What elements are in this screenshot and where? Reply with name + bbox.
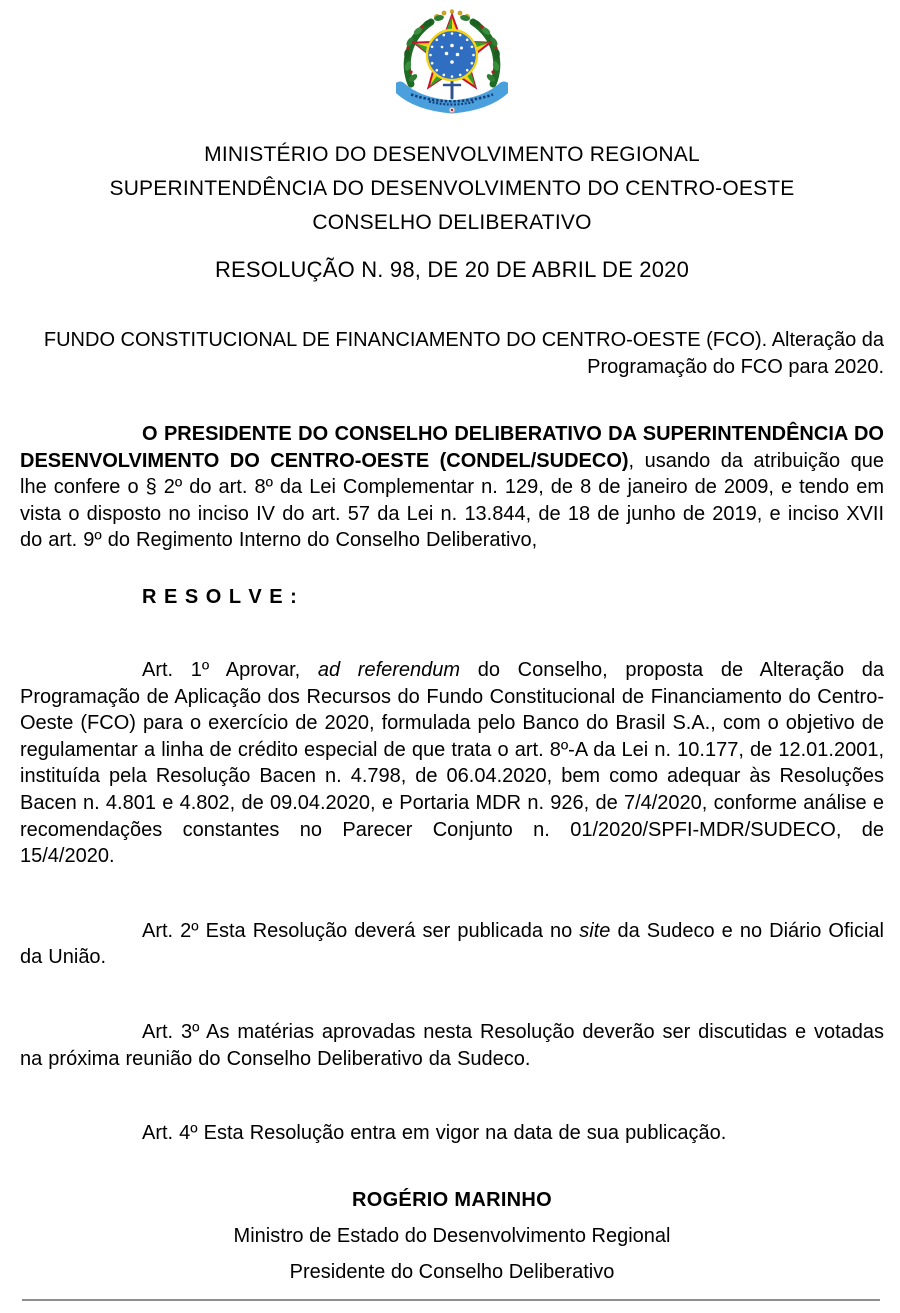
article-3-text: Art. 3º As matérias aprovadas nesta Resolução deverão ser discutidas e votadas na próxima reunião do Conselho Deliberativo da Sudeco. [20, 1020, 884, 1070]
article-1 [20, 657, 884, 870]
article-3 [20, 1019, 884, 1072]
article-2 [20, 918, 884, 971]
brazil-coat-of-arms-icon [396, 8, 508, 114]
article-2-text-cont: da Sudeco e no Diário Oficial da União. [20, 919, 884, 969]
header-block [20, 138, 884, 283]
article-1-text: Art. 1º Aprovar, [142, 658, 318, 681]
article-1-italic-text: ad referendum [317, 658, 461, 681]
article-2-text: Art. 2º Esta Resolução deverá ser publicada no [142, 919, 580, 942]
resolution-title: RESOLUÇÃO N. 98, DE 20 DE ABRIL DE 2020 [214, 257, 690, 282]
preamble-rest-text: , usando da atribuição que lhe confere o § 2º do art. 8º da Lei Complementar n. 129, de 8 de janeiro de 2009, e tendo em vista o disposto no inciso IV do art. 57 da Lei n. 13.844, de 18 de junho de 2019, e inciso XVII do art. 9º do Regimento Interno do Conselho Deliberativo, [20, 449, 885, 552]
preamble-paragraph [20, 421, 884, 554]
resolve-label: R E S O L V E : [142, 585, 298, 608]
document-letterhead [20, 8, 884, 114]
signer-name: ROGÉRIO MARINHO [351, 1188, 553, 1211]
bottom-divider [22, 1299, 880, 1301]
ministry-name: MINISTÉRIO DO DESENVOLVIMENTO REGIONAL [204, 143, 700, 166]
article-2-italic-text: site [579, 919, 611, 942]
signer-role-president: Presidente do Conselho Deliberativo [289, 1260, 615, 1283]
superintendence-name: SUPERINTENDÊNCIA DO DESENVOLVIMENTO DO CENTRO-OESTE [109, 177, 795, 200]
article-4-text: Art. 4º Esta Resolução entra em vigor na data de sua publicação. [142, 1122, 727, 1145]
signature-block [20, 1187, 884, 1285]
council-name: CONSELHO DELIBERATIVO [312, 211, 592, 234]
signer-role-minister: Ministro de Estado do Desenvolvimento Regional [233, 1224, 671, 1247]
article-1-text-cont: do Conselho, proposta de Alteração da Programação de Aplicação dos Recursos do Fundo Constitucional de Financiamento do Centro-Oeste (FCO) para o exercício de 2020, formulada pelo Banco do Brasil S.A., com o objetivo de regulamentar a linha de crédito especial de que trata o art. 8º-A da Lei n. 10.177, de 12.01.2001, instituída pela Resolução Bacen n. 4.798, de 06.04.2020, bem como adequar às Resoluções Bacen n. 4.801 e 4.802, de 09.04.2020, e Portaria MDR n. 926, de 7/4/2020, conforme análise e recomendações constantes no Parecer Conjunto n. 01/2020/SPFI-MDR/SUDECO, de 15/4/2020. [20, 658, 885, 868]
preamble-bold-text: O PRESIDENTE DO CONSELHO DELIBERATIVO DA SUPERINTENDÊNCIA DO DESENVOLVIMENTO DO CENTRO-OESTE (CONDEL/SUDECO) [20, 423, 884, 472]
ementa-summary: FUNDO CONSTITUCIONAL DE FINANCIAMENTO DO CENTRO-OESTE (FCO). Alteração da Programação do FCO para 2020. [43, 329, 884, 378]
article-4 [20, 1120, 884, 1147]
